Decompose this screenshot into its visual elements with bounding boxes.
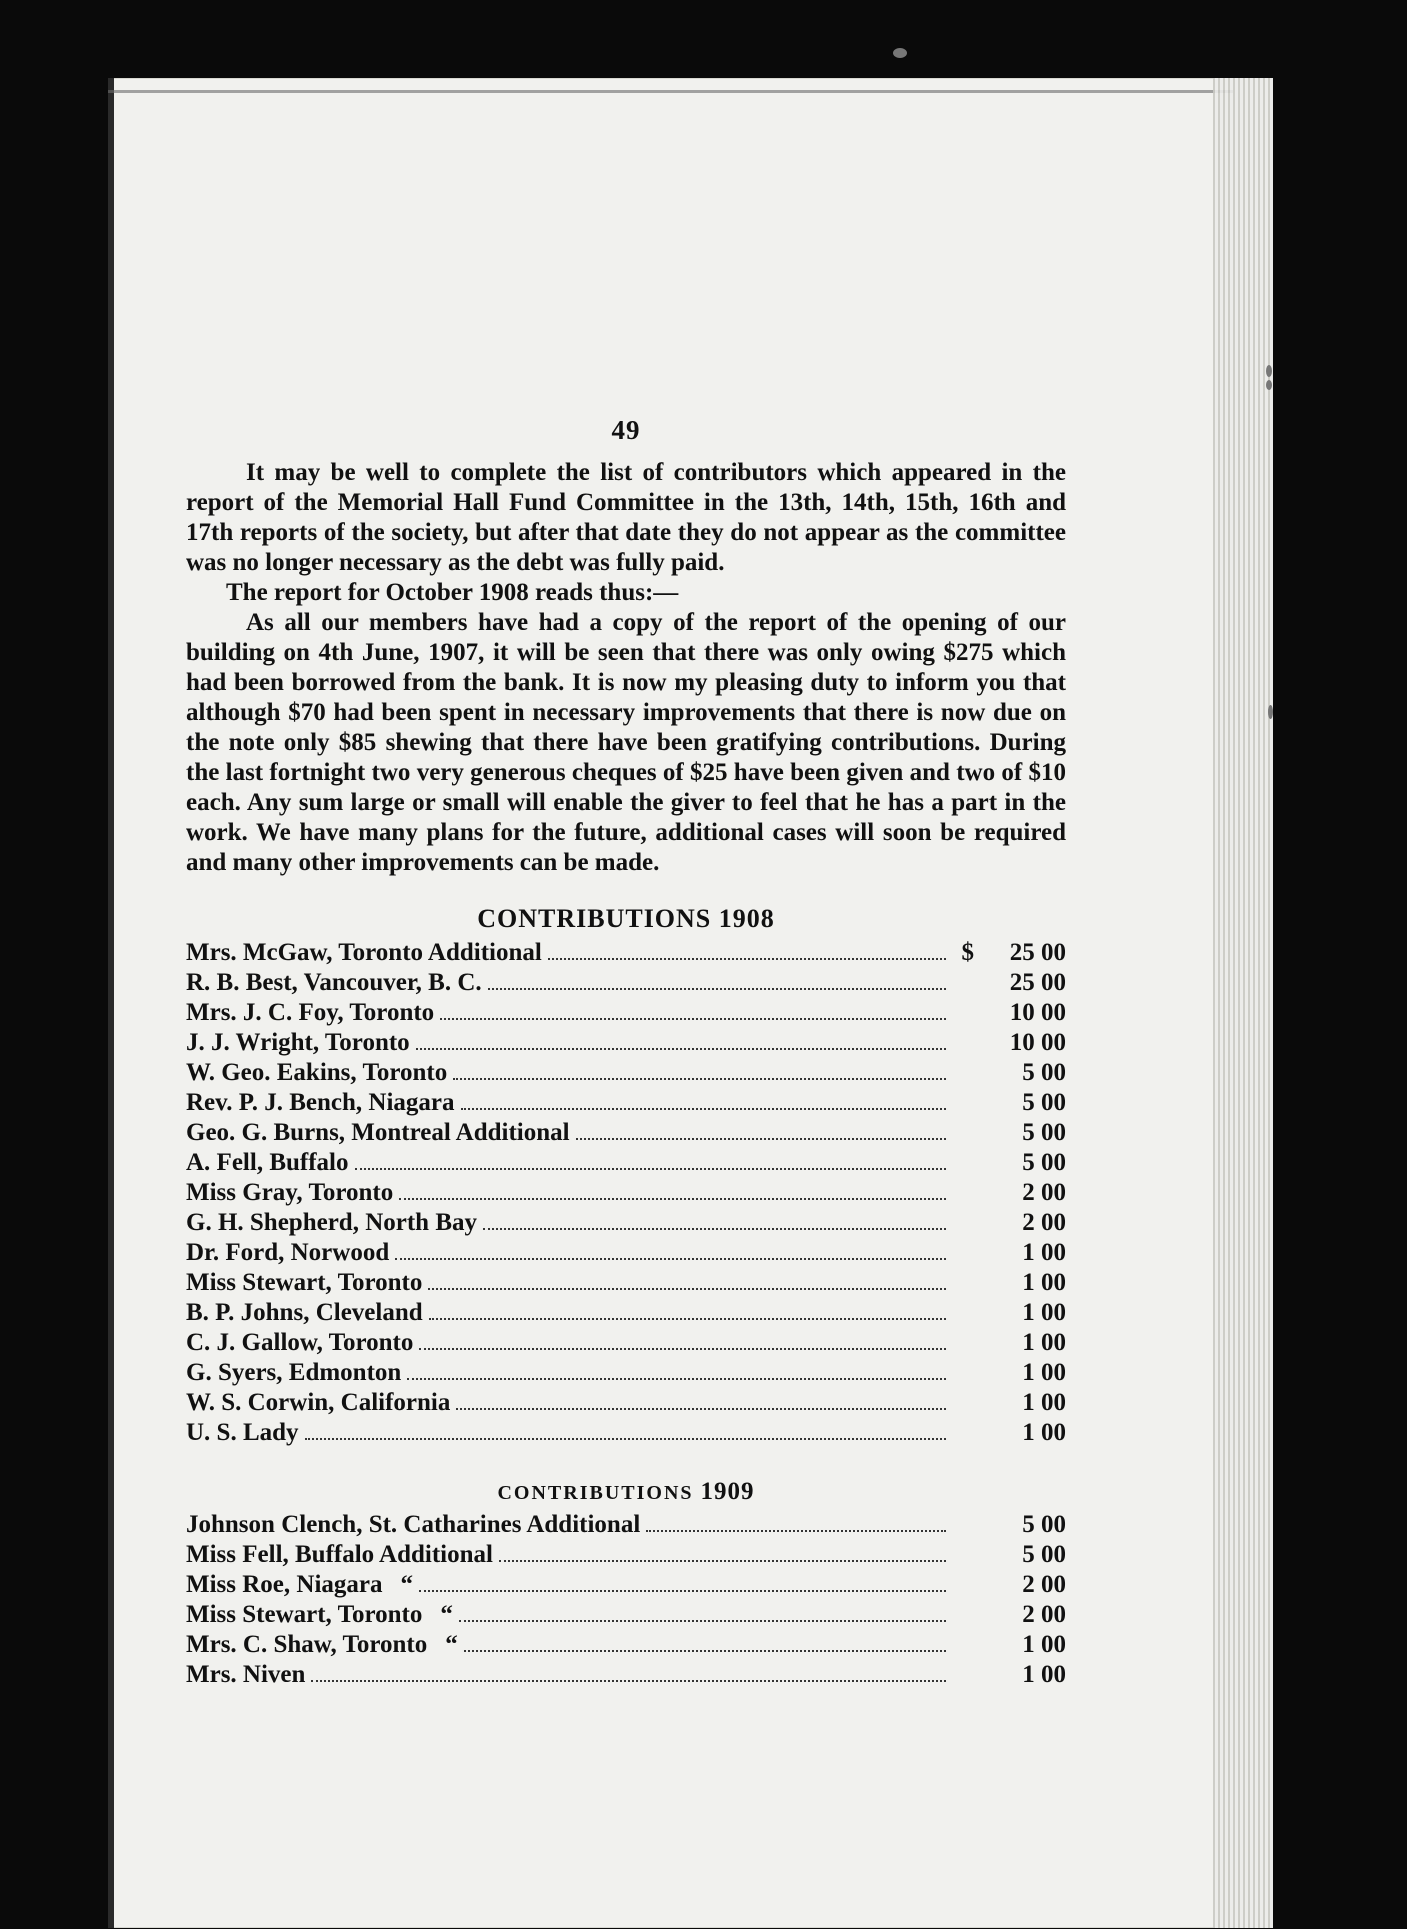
contributions-1909-list — [186, 1510, 1066, 1690]
contributor-name: G. Syers, Edmonton — [186, 1359, 402, 1386]
leader-dots — [355, 1168, 947, 1170]
contribution-amount: 2 00 — [1022, 1179, 1066, 1206]
contributions-1909-year: 1909 — [700, 1478, 755, 1505]
contributor-name: Miss Stewart, Toronto — [186, 1269, 423, 1296]
contributor-name: Mrs. Niven — [186, 1661, 306, 1688]
contribution-amount: 5 00 — [1022, 1149, 1066, 1176]
leader-dots — [464, 1650, 946, 1652]
contributor-name: Rev. P. J. Bench, Niagara — [186, 1089, 455, 1116]
contributor-name: A. Fell, Buffalo — [186, 1149, 349, 1176]
contribution-amount: 25 00 — [1009, 939, 1066, 966]
page-number: 49 — [611, 415, 641, 445]
contributor-name: Mrs. J. C. Foy, Toronto — [186, 999, 435, 1026]
contribution-amount: 5 00 — [1022, 1059, 1066, 1086]
leader-dots — [416, 1048, 946, 1050]
leader-dots — [429, 1318, 946, 1320]
contribution-amount: 5 00 — [1022, 1511, 1066, 1538]
leader-dots — [311, 1680, 946, 1682]
contributions-1908-title: CONTRIBUTIONS — [477, 904, 712, 933]
leader-dots — [483, 1228, 946, 1230]
contribution-amount: 5 00 — [1022, 1541, 1066, 1568]
leader-dots — [419, 1590, 946, 1592]
scan-speck — [1266, 380, 1272, 390]
contributor-name: Geo. G. Burns, Montreal Additional — [186, 1119, 570, 1146]
contributions-1908-heading — [186, 904, 1066, 934]
contributor-name: W. Geo. Eakins, Toronto — [186, 1059, 448, 1086]
contribution-row — [186, 1328, 1066, 1358]
contribution-amount: 1 00 — [1022, 1329, 1066, 1356]
contributor-name: Mrs. C. Shaw, Toronto — [186, 1631, 428, 1658]
contributor-name: B. P. Johns, Cleveland — [186, 1299, 423, 1326]
leader-dots — [461, 1108, 946, 1110]
contribution-row — [186, 1028, 1066, 1058]
contribution-row — [186, 1298, 1066, 1328]
contribution-amount: 1 00 — [1022, 1269, 1066, 1296]
leader-dots — [305, 1438, 946, 1440]
contributor-name: C. J. Gallow, Toronto — [186, 1329, 414, 1356]
ditto-mark: “ — [445, 1631, 458, 1658]
leader-dots — [548, 958, 946, 960]
leader-dots — [407, 1378, 946, 1380]
intro-paragraph: It may be well to complete the list of contributors which appeared in the report of the Memorial Hall Fund Committee in the 13th, 14th, 15th, 16th and 17th reports of the society, but after that date they do not appear as the committee was no longer necessary as the debt was fully paid. — [186, 459, 1066, 576]
scan-speck — [1266, 365, 1272, 377]
contribution-amount: 1 00 — [1022, 1661, 1066, 1688]
contribution-amount: 5 00 — [1022, 1089, 1066, 1116]
contribution-amount: 1 00 — [1022, 1631, 1066, 1658]
page-edges — [1213, 78, 1273, 1928]
contribution-row — [186, 1388, 1066, 1418]
contributor-name: Dr. Ford, Norwood — [186, 1239, 390, 1266]
contribution-amount: 2 00 — [1022, 1571, 1066, 1598]
contribution-row — [186, 1208, 1066, 1238]
ditto-mark: “ — [440, 1601, 453, 1628]
contribution-row — [186, 1238, 1066, 1268]
contribution-row — [186, 1088, 1066, 1118]
report-intro-paragraph: The report for October 1908 reads thus:— — [226, 579, 679, 606]
contribution-amount: 1 00 — [1022, 1299, 1066, 1326]
contribution-amount: 25 00 — [1009, 969, 1066, 996]
contribution-row — [186, 968, 1066, 998]
scan-speck — [1268, 705, 1273, 719]
contribution-row — [186, 1540, 1066, 1570]
leader-dots — [440, 1018, 946, 1020]
contributor-name: W. S. Corwin, California — [186, 1389, 451, 1416]
contributions-1908-year: 1908 — [718, 904, 775, 933]
leader-dots — [646, 1530, 946, 1532]
contributor-name: Miss Gray, Toronto — [186, 1179, 394, 1206]
contribution-amount: 10 00 — [1009, 999, 1066, 1026]
contributor-name: Johnson Clench, St. Catharines Additional — [186, 1511, 641, 1538]
page-gutter — [108, 78, 114, 1928]
leader-dots — [399, 1198, 946, 1200]
contribution-row — [186, 938, 1066, 968]
contribution-amount: 1 00 — [1022, 1419, 1066, 1446]
contributor-name: J. J. Wright, Toronto — [186, 1029, 410, 1056]
contribution-row — [186, 1630, 1066, 1660]
ditto-mark: “ — [400, 1571, 413, 1598]
contribution-row — [186, 1570, 1066, 1600]
contributor-name: Mrs. McGaw, Toronto Additional — [186, 939, 542, 966]
contribution-amount: 5 00 — [1022, 1119, 1066, 1146]
currency-sign: $ — [961, 939, 974, 966]
leader-dots — [488, 988, 946, 990]
contribution-row — [186, 1178, 1066, 1208]
contribution-amount: 1 00 — [1022, 1359, 1066, 1386]
contribution-row — [186, 1358, 1066, 1388]
contribution-row — [186, 1418, 1066, 1448]
page-top-rule — [108, 90, 1233, 93]
leader-dots — [428, 1288, 946, 1290]
contribution-row — [186, 1058, 1066, 1088]
report-paragraph: As all our members have had a copy of the report of the opening of our building on 4th June, 1907, it will be seen that there was only owing $275 which had been borrowed from the bank. It is now my pleasing duty to inform you that although $70 had been spent in necessary improvements that there is now due on the note only $85 shewing that there have been gratifying contributions. During the last fortnight two very generous cheques of $25 have been given and two of $10 each. Any sum large or small will enable the giver to feel that he has a part in the work. We have many plans for the future, additional cases will soon be required and many other improvements can be made. — [186, 609, 1066, 876]
contribution-row — [186, 1268, 1066, 1298]
leader-dots — [456, 1408, 946, 1410]
contributions-1909-heading — [186, 1478, 1066, 1506]
contributor-name: Miss Stewart, Toronto — [186, 1601, 423, 1628]
contributor-name: R. B. Best, Vancouver, B. C. — [186, 969, 482, 996]
page-content — [186, 415, 1066, 1690]
contribution-amount: 2 00 — [1022, 1209, 1066, 1236]
contribution-amount: 10 00 — [1009, 1029, 1066, 1056]
contributor-name: Miss Fell, Buffalo Additional — [186, 1541, 493, 1568]
leader-dots — [459, 1620, 946, 1622]
contributions-1908-list — [186, 938, 1066, 1448]
contribution-row — [186, 1148, 1066, 1178]
contributor-name: U. S. Lady — [186, 1419, 299, 1446]
contribution-row — [186, 1510, 1066, 1540]
contribution-row — [186, 998, 1066, 1028]
leader-dots — [499, 1560, 946, 1562]
scan-speck — [893, 48, 907, 58]
contribution-row — [186, 1660, 1066, 1690]
contributions-1909-title: CONTRIBUTIONS — [497, 1482, 694, 1504]
contributor-name: Miss Roe, Niagara — [186, 1571, 383, 1598]
leader-dots — [419, 1348, 946, 1350]
contribution-amount: 2 00 — [1022, 1601, 1066, 1628]
contributor-name: G. H. Shepherd, North Bay — [186, 1209, 478, 1236]
contribution-row — [186, 1118, 1066, 1148]
leader-dots — [453, 1078, 946, 1080]
contribution-amount: 1 00 — [1022, 1239, 1066, 1266]
leader-dots — [395, 1258, 946, 1260]
contribution-amount: 1 00 — [1022, 1389, 1066, 1416]
leader-dots — [576, 1138, 946, 1140]
contribution-row — [186, 1600, 1066, 1630]
